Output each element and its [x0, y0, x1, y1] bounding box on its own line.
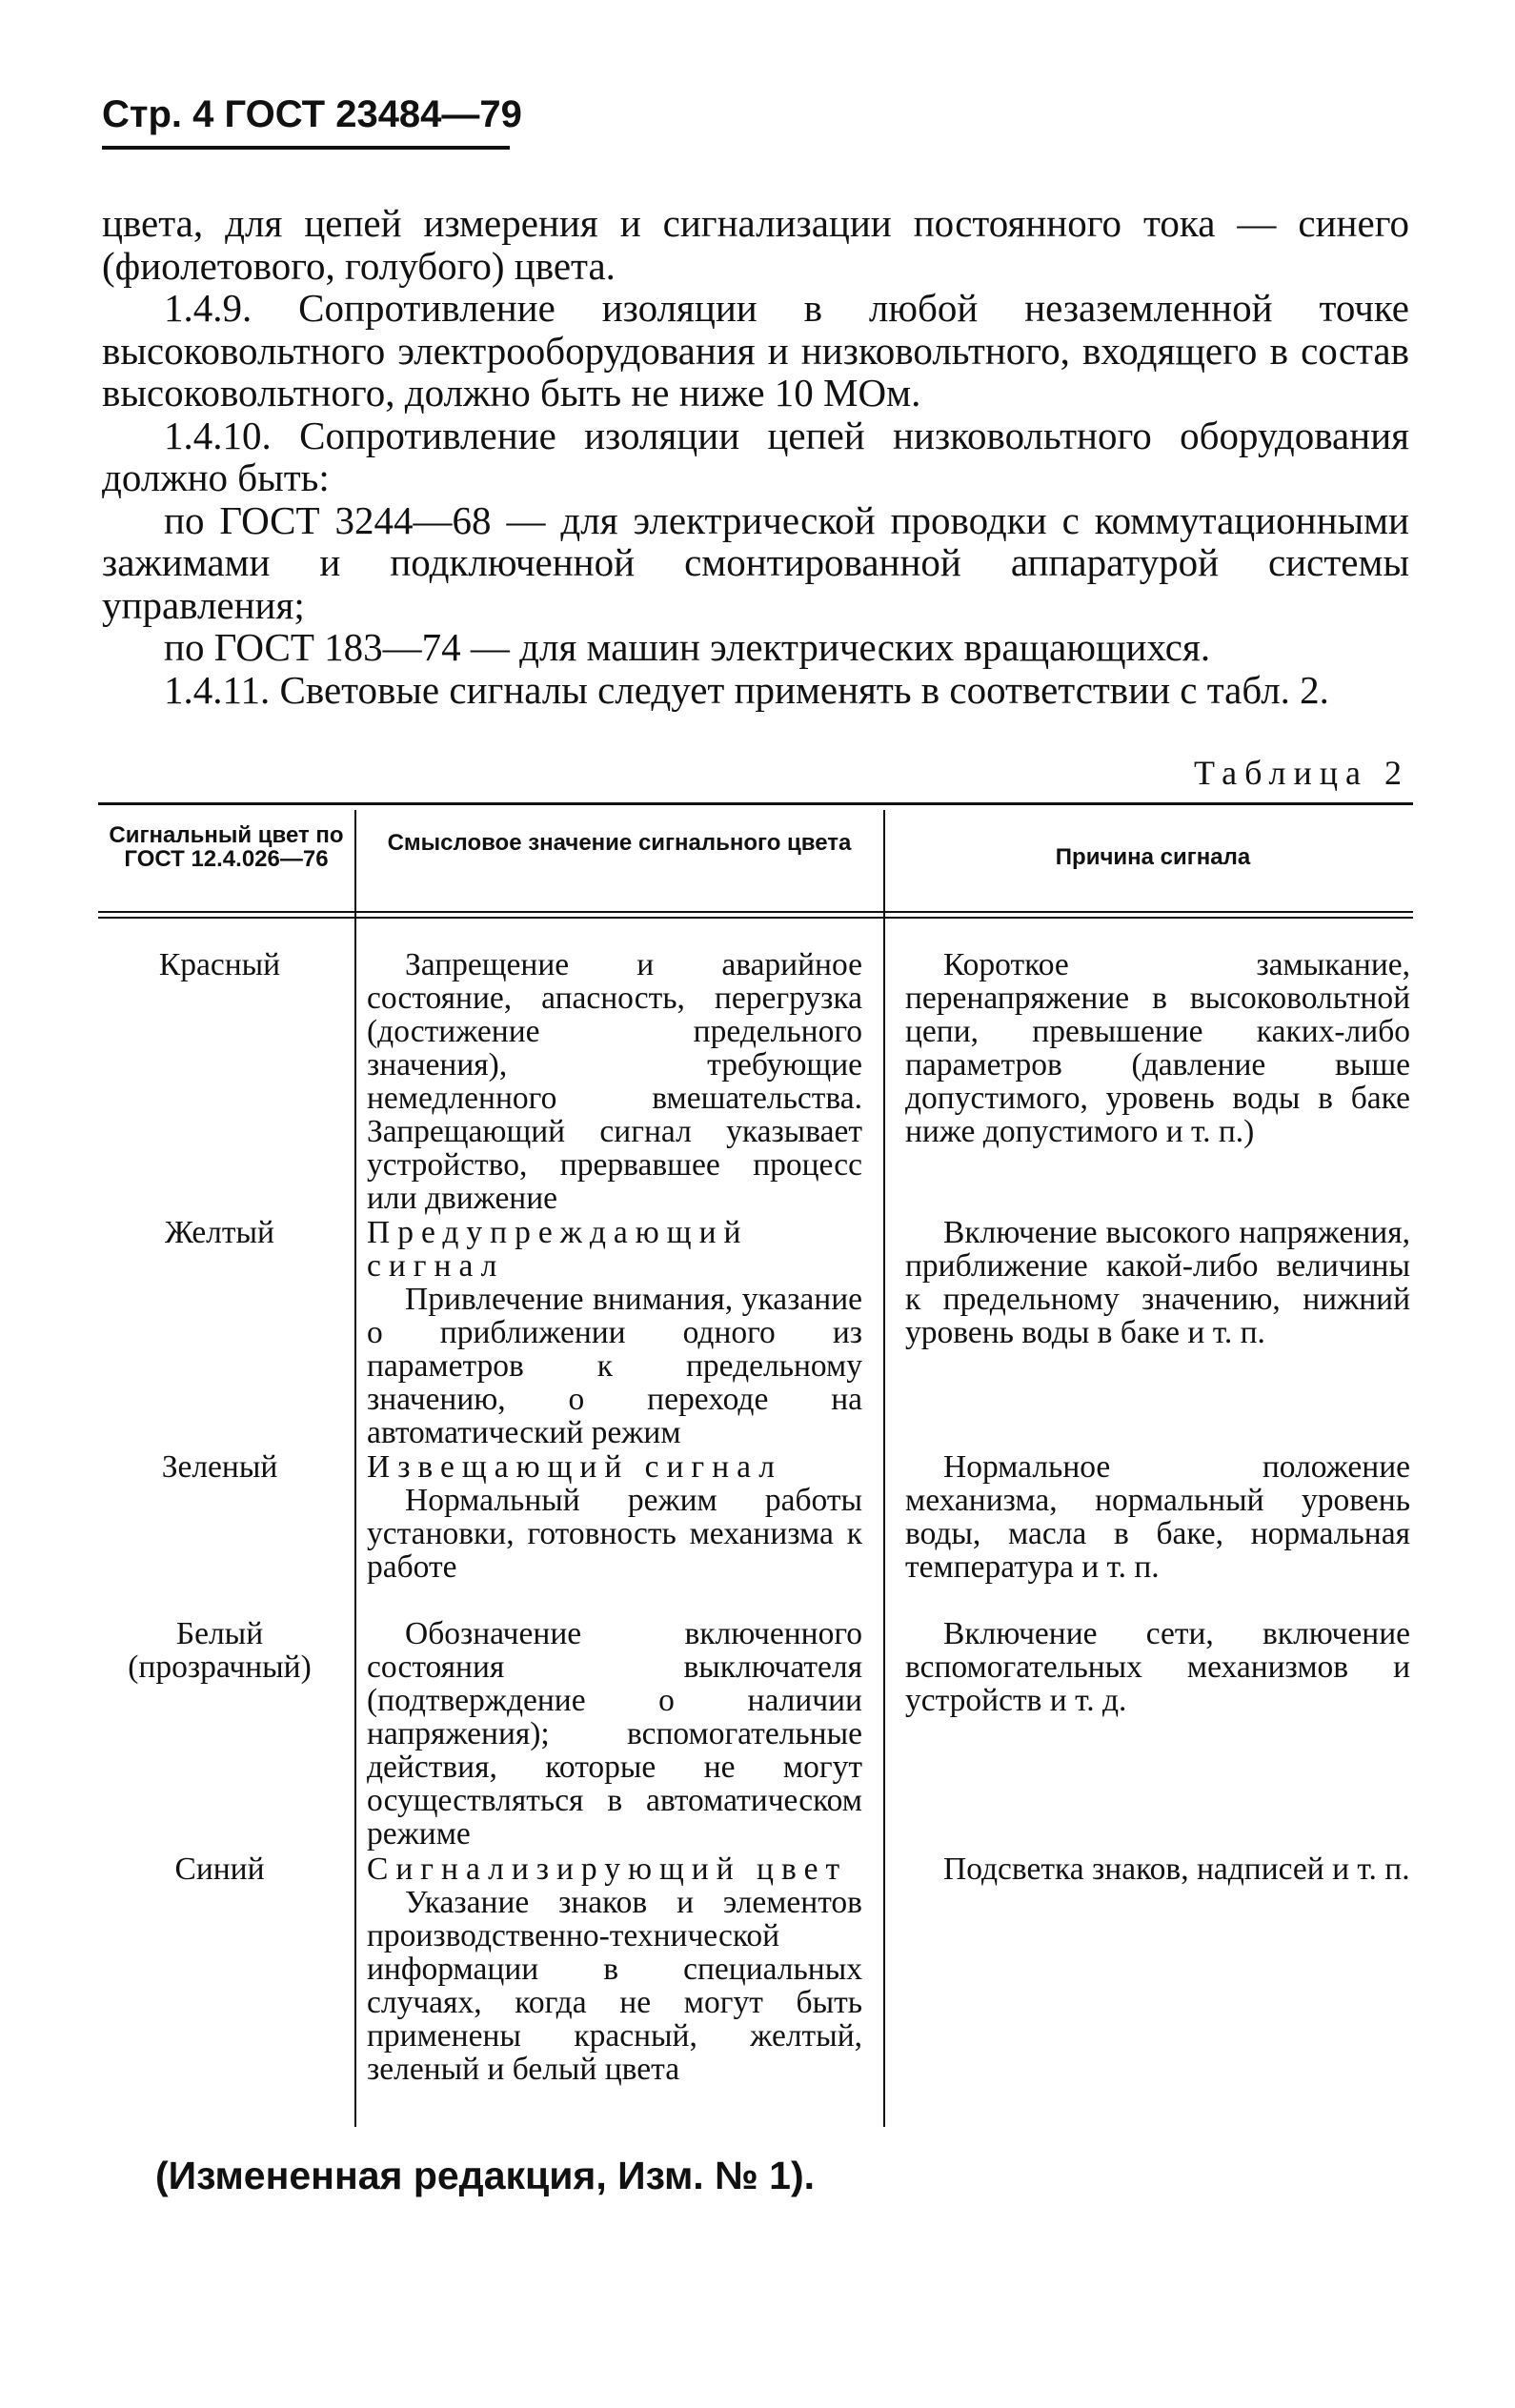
body-text — [102, 202, 1409, 711]
row-red-cause-text: Короткое замыкание, перенапряжение в высоковольтной цепи, превышение каких-либо параметров (давление выше допустимого, уровень воды в баке ниже допустимого и т. п.) — [905, 947, 1410, 1149]
paragraph-1-4-11: 1.4.11. Световые сигналы следует применять в соответствии с табл. 2. — [164, 667, 1329, 712]
table-col-divider-1 — [354, 810, 356, 2127]
row-yellow-color: Желтый — [165, 1215, 274, 1250]
row-green-meaning-text: Нормальный режим работы установки, готовность механизма к работе — [367, 1483, 862, 1585]
table-header-rule-1 — [98, 911, 1413, 913]
table-top-rule — [98, 802, 1413, 805]
row-white-color: Белый (прозрачный) — [128, 1616, 312, 1685]
amendment-note: (Измененная редакция, Изм. № 1). — [155, 2154, 816, 2197]
row-white-cause — [905, 1617, 1410, 1717]
row-yellow-meaning — [367, 1216, 862, 1449]
page-label: Стр. 4 ГОСТ 23484—79 — [102, 93, 522, 135]
row-green-cause — [905, 1450, 1410, 1584]
row-red-color: Красный — [158, 947, 281, 982]
page-header — [102, 91, 522, 148]
row-yellow-title: Предупреждающий сигнал — [367, 1215, 749, 1284]
row-blue-cause-text: Подсветка знаков, надписей и т. п. — [943, 1852, 1410, 1887]
table-header-meaning: Смысловое значение сигнального цвета — [387, 830, 852, 856]
row-white-meaning — [367, 1617, 862, 1851]
table-caption: Таблица 2 — [1194, 754, 1409, 792]
row-green-title: Извещающий сигнал — [367, 1449, 782, 1485]
row-blue-color: Синий — [174, 1852, 265, 1887]
paragraph-gost-3244: по ГОСТ 3244—68 — для электрической проводки с коммутационными зажимами и подключенной смонтированной аппаратурой системы управления; — [102, 497, 1409, 627]
row-white-cause-text: Включение сети, включение вспомогательных механизмов и устройств и т. д. — [905, 1616, 1410, 1718]
row-yellow-meaning-text: Привлечение внимания, указание о приближении одного из параметров к предельному значению, о переходе на автоматический режим — [367, 1282, 862, 1450]
table-header-color: Сигнальный цвет по ГОСТ 12.4.026—76 — [109, 822, 344, 872]
row-green-meaning — [367, 1450, 862, 1584]
row-red-meaning — [367, 948, 862, 1215]
row-blue-meaning-text: Указание знаков и элементов производственно-технической информации в специальных случаях, когда не могут быть применены красный, желтый, зеленый и белый цвета — [367, 1885, 862, 2087]
row-yellow-cause-text: Включение высокого напряжения, приближение какой-либо величины к предельному значению, нижний уровень воды в баке и т. п. — [905, 1215, 1410, 1350]
paragraph-1-4-10: 1.4.10. Сопротивление изоляции цепей низковольтного оборудования должно быть: — [102, 413, 1409, 499]
row-green-color: Зеленый — [161, 1449, 278, 1485]
paragraph-gost-183: по ГОСТ 183—74 — для машин электрических вращающихся. — [164, 625, 1211, 669]
row-green-cause-text: Нормальное положение механизма, нормальный уровень воды, масла в баке, нормальная температура и т. п. — [905, 1449, 1410, 1585]
paragraph-1-4-9: 1.4.9. Сопротивление изоляции в любой незаземленной точке высоковольтного электрооборудования и низковольтного, входящего в состав высоковольтного, должно быть не ниже 10 МОм. — [102, 286, 1409, 415]
row-red-meaning-text: Запрещение и аварийное состояние, апасность, перегрузка (достижение предельного значения), требующие немедленного вмешательства. Запрещающий сигнал указывает устройство, прервавшее процесс или движение — [367, 947, 862, 1216]
row-yellow-cause — [905, 1216, 1410, 1349]
table-col-divider-2 — [883, 810, 885, 2127]
row-blue-cause — [905, 1852, 1410, 1886]
row-blue-meaning — [367, 1852, 862, 2086]
row-blue-title: Сигнализирующий цвет — [367, 1852, 848, 1887]
paragraph-1: цвета, для цепей измерения и сигнализации постоянного тока — синего (фиолетового, голубого) цвета. — [102, 201, 1409, 288]
row-red-cause — [905, 948, 1410, 1148]
row-white-meaning-text: Обозначение включенного состояния выключателя (подтверждение о наличии напряжения); вспомогательные действия, которые не могут осуществляться в автоматическом режиме — [367, 1616, 862, 1852]
header-rule — [102, 146, 510, 150]
table-header-rule-2 — [98, 917, 1413, 919]
table-header-cause: Причина сигнала — [1055, 844, 1251, 870]
